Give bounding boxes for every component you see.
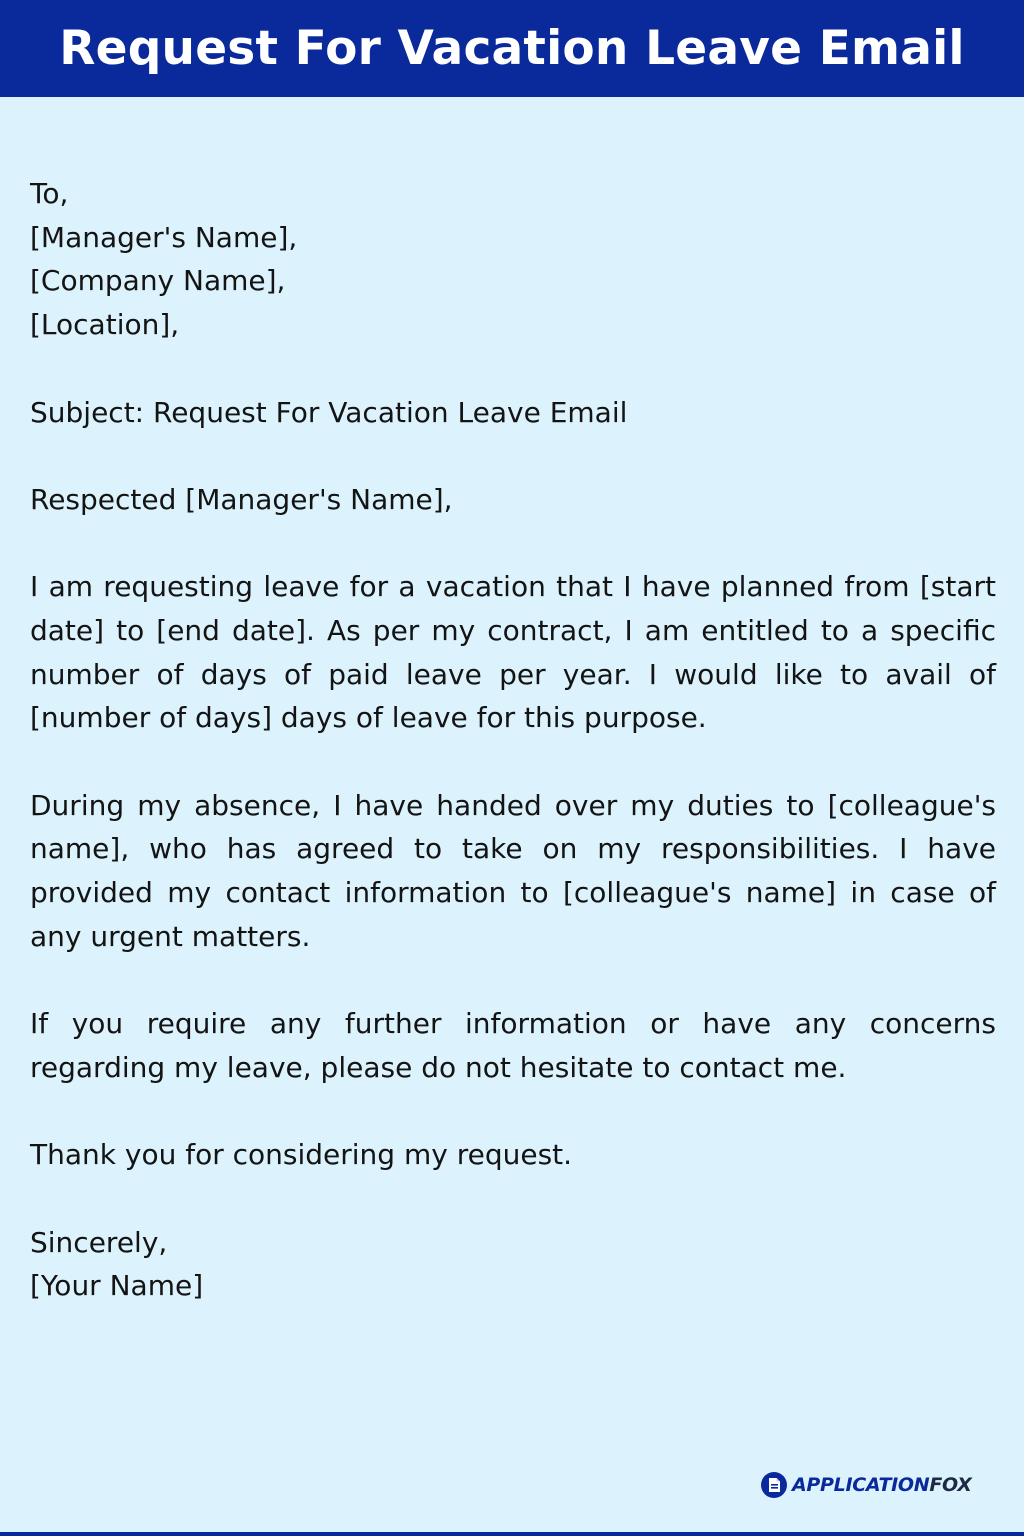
signature: [Your Name] — [30, 1269, 204, 1303]
page-title: Request For Vacation Leave Email — [59, 21, 965, 76]
body-paragraph: I am requesting leave for a vacation that I have planned from [start date] to [end date]. As per my contract, I am entitled to a specific number of days of paid leave per year. I would like to avail of [number of days] days of leave for this purpose. — [30, 570, 996, 735]
subject-line: Subject: Request For Vacation Leave Email — [30, 395, 628, 429]
document-circle-icon — [760, 1471, 788, 1499]
address-line: To, — [30, 177, 69, 210]
address-line: [Company Name], — [30, 264, 286, 298]
thank-you-line: Thank you for considering my request. — [30, 1138, 573, 1172]
body-paragraph: If you require any further information or have any concerns regarding my leave, please do not hesitate to contact me. — [30, 1007, 996, 1084]
salutation: Respected [Manager's Name], — [30, 482, 453, 516]
closing: Sincerely, — [30, 1225, 168, 1259]
brand-logo — [760, 1470, 972, 1500]
address-line: [Manager's Name], — [30, 220, 298, 254]
body-paragraph: During my absence, I have handed over my duties to [colleague's name], who has agreed to take on my responsibilities. I have provided my contact information to [colleague's name] in case of any urgent matters. — [30, 788, 996, 953]
address-line: [Location], — [30, 308, 180, 342]
header-banner — [0, 0, 1024, 97]
footer-bar — [0, 1532, 1024, 1536]
letter-body — [30, 172, 996, 1308]
brand-name: APPLICATIONFOX — [792, 1474, 972, 1496]
